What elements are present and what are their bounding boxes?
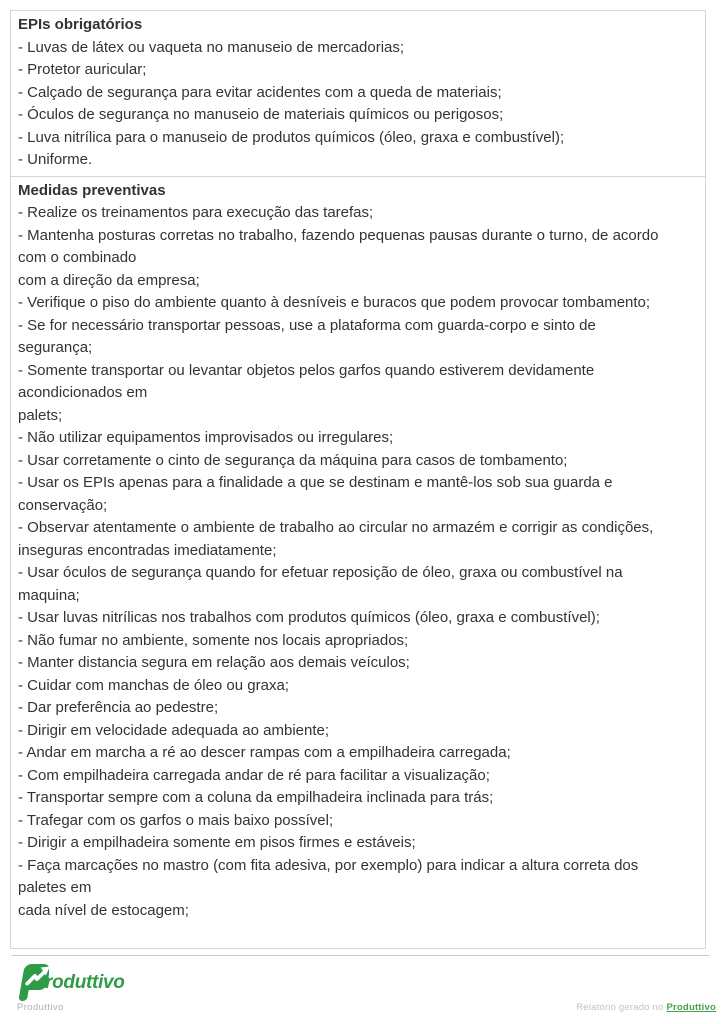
text-line: - Verifique o piso do ambiente quanto à desníveis e buracos que podem provocar tombamento; [18, 294, 651, 311]
text-line: - Dar preferência ao pedestre; [18, 699, 219, 716]
text-line: - Protetor auricular; [18, 61, 147, 78]
text-line: maquina; [18, 586, 80, 604]
text-line: - Usar óculos de segurança quando for efetuar reposição de óleo, graxa ou combustível na [18, 564, 623, 581]
section-medidas-lines [18, 202, 698, 922]
text-line: palets; [18, 406, 63, 424]
text-line: - Realize os treinamentos para execução das tarefas; [18, 204, 374, 221]
text-line: - Faça marcações no mastro (com fita adesiva, por exemplo) para indicar a altura correta dos [18, 856, 639, 874]
text-line: - Calçado de segurança para evitar acidentes com a queda de materiais; [18, 83, 502, 101]
produttivo-link[interactable]: Produttivo [666, 1002, 716, 1013]
text-line: - Luvas de látex ou vaqueta no manuseio de mercadorias; [18, 38, 405, 56]
text-line: - Mantenha posturas corretas no trabalho, fazendo pequenas pausas durante o turno, de acordo [18, 226, 659, 244]
section-epis [11, 11, 706, 177]
produttivo-logo [17, 963, 724, 1001]
text-line: com a direção da empresa; [18, 271, 200, 289]
text-line: - Uniforme. [18, 151, 93, 168]
text-line: - Dirigir a empilhadeira somente em pisos firmes e estáveis; [18, 834, 416, 851]
text-line: - Usar os EPIs apenas para a finalidade a que se destinam e mantê-los sob sua guarda e [18, 474, 613, 491]
footer-brand-text: Produttivo [17, 1002, 64, 1013]
content-table [10, 10, 706, 949]
text-line: - Transportar sempre com a coluna da empilhadeira inclinada para trás; [18, 789, 494, 806]
text-line: com o combinado [18, 249, 137, 266]
section-epis-lines [18, 37, 698, 172]
text-line: - Manter distancia segura em relação aos demais veículos; [18, 654, 410, 671]
text-line: - Usar corretamente o cinto de segurança da máquina para casos de tombamento; [18, 451, 568, 469]
text-line: - Não fumar no ambiente, somente nos locais apropriados; [18, 631, 409, 649]
text-line: - Usar luvas nitrílicas nos trabalhos com produtos químicos (óleo, graxa e combustível); [18, 609, 600, 626]
text-line: - Cuidar com manchas de óleo ou graxa; [18, 676, 289, 694]
text-line: conservação; [18, 496, 108, 514]
text-line: acondicionados em [18, 384, 148, 401]
text-line: - Andar em marcha a ré ao descer rampas com a empilhadeira carregada; [18, 744, 511, 761]
footer-row [17, 1002, 716, 1013]
text-line: segurança; [18, 339, 93, 356]
footer-divider [12, 955, 710, 956]
text-line: cada nível de estocagem; [18, 901, 189, 919]
section-title-epis: EPIs obrigatórios [18, 16, 143, 33]
text-line: - Dirigir em velocidade adequada ao ambiente; [18, 721, 330, 739]
text-line: - Trafegar com os garfos o mais baixo possível; [18, 811, 334, 829]
generated-label: Relatório gerado no [576, 1002, 664, 1013]
text-line: - Observar atentamente o ambiente de trabalho ao circular no armazém e corrigir as condições, [18, 519, 654, 536]
text-line: - Com empilhadeira carregada andar de ré para facilitar a visualização; [18, 766, 490, 784]
text-line: - Luva nitrílica para o manuseio de produtos químicos (óleo, graxa e combustível); [18, 128, 565, 146]
footer-generated-text [576, 1002, 716, 1013]
text-line: - Óculos de segurança no manuseio de materiais químicos ou perigosos; [18, 106, 504, 123]
text-line: paletes em [18, 879, 92, 896]
produttivo-logo-text: roduttivo [45, 972, 125, 993]
text-line: - Não utilizar equipamentos improvisados ou irregulares; [18, 429, 394, 446]
section-title-medidas: Medidas preventivas [18, 181, 166, 199]
text-line: - Se for necessário transportar pessoas, use a plataforma com guarda-corpo e sinto de [18, 316, 596, 334]
text-line: inseguras encontradas imediatamente; [18, 541, 277, 559]
section-medidas [11, 176, 706, 949]
text-line: - Somente transportar ou levantar objetos pelos garfos quando estiverem devidamente [18, 361, 595, 379]
